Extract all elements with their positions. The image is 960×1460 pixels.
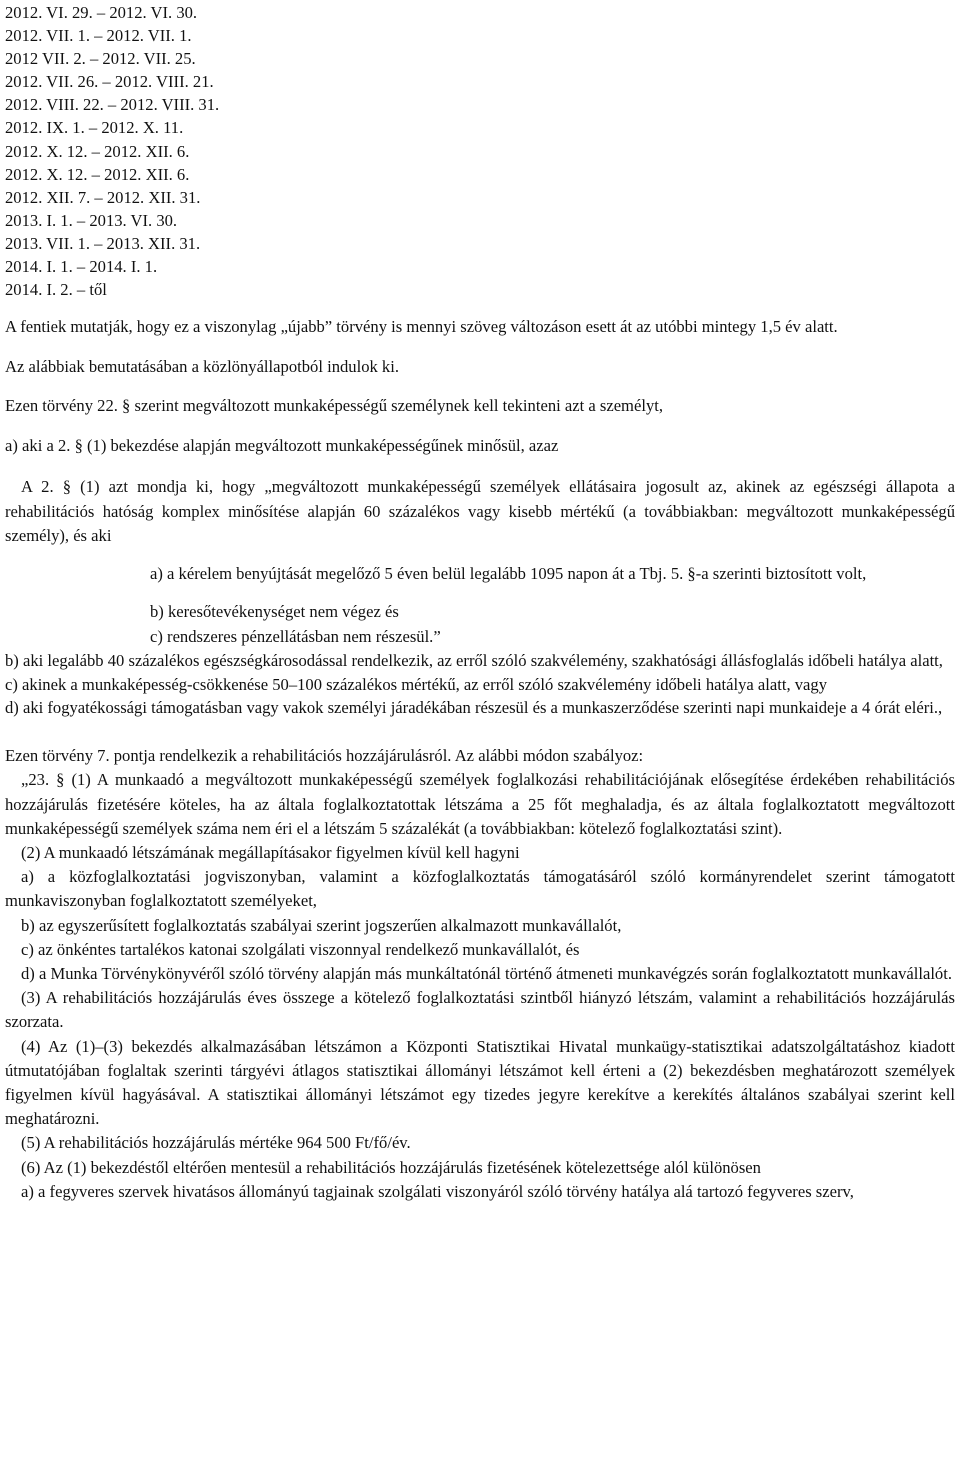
section-23-point: c) az önkéntes tartalékos katonai szolgálati viszonnyal rendelkező munkavállalót, és	[21, 939, 580, 959]
section-22-point-b: b) aki legalább 40 százalékos egészségkárosodással rendelkezik, az erről szóló szakvélemény, szakhatósági állásfoglalás időbeli hatálya alatt,	[5, 651, 943, 670]
date-range-item: 2013. I. 1. – 2013. VI. 30.	[5, 210, 178, 230]
section-22-points	[5, 649, 955, 720]
section-23-point: a) a közfoglalkoztatási jogviszonyban, valamint a közfoglalkoztatás támogatásáról szóló kormányrendelet szerint támogatott munkaviszonyban foglalkoztatott személyeket,	[5, 867, 955, 911]
intro-section	[5, 315, 955, 457]
date-range-item: 2013. VII. 1. – 2013. XII. 31.	[5, 233, 201, 253]
date-range-item: 2012. IX. 1. – 2012. X. 11.	[5, 118, 184, 138]
date-range-item: 2012. X. 12. – 2012. XII. 6.	[5, 141, 190, 161]
section-23-paragraph: (5) A rehabilitációs hozzájárulás mértéke 964 500 Ft/fő/év.	[21, 1133, 411, 1153]
date-range-item: 2014. I. 2. – től	[5, 280, 107, 300]
date-range-item: 2014. I. 1. – 2014. I. 1.	[5, 257, 158, 277]
date-range-item: 2012. X. 12. – 2012. XII. 6.	[5, 164, 190, 184]
section-23-paragraph: (2) A munkaadó létszámának megállapításakor figyelmen kívül kell hagyni	[21, 842, 520, 862]
intro-paragraph: Az alábbiak bemutatásában a közlönyállapotból indulok ki.	[5, 356, 399, 376]
intro-paragraph: a) aki a 2. § (1) bekezdése alapján megváltozott munkaképességűnek minősül, azaz	[5, 435, 559, 455]
section-23	[5, 744, 955, 1204]
date-range-list	[5, 0, 955, 301]
section-23-paragraph: (3) A rehabilitációs hozzájárulás éves összege a kötelező foglalkoztatási szintből hiányzó létszám, valamint a rehabilitációs hozzájárulás szorzata.	[5, 988, 955, 1032]
section-23-paragraph: (4) Az (1)–(3) bekezdés alkalmazásában létszámon a Központi Statisztikai Hivatal munkaügy-statisztikai adatszolgáltatáshoz kiadott útmutatójában foglaltak szerinti tárgyévi átlagos statisztikai állományi létszámot kell érteni a (2) bekezdésben meghatározott személyek figyelmen kívül hagyásával. A statisztikai állományi létszámot egy tizedes jegyre kerekítve a kerekítés általános szabályai szerint kell meghatározni.	[5, 1036, 955, 1129]
section-23-paragraph: „23. § (1) A munkaadó a megváltozott munkaképességű személyek foglalkozási rehabilitációjának elősegítése érdekében rehabilitációs hozzájárulás fizetésére köteles, ha az általa foglalkoztatottak létszáma a 25 főt meghaladja, és az általa foglalkoztatott megváltozott munkaképességű személyek száma nem éri el a létszám 5 százalékát (a továbbiakban: kötelező foglalkoztatási szint).	[5, 770, 955, 838]
section-23-heading: Ezen törvény 7. pontja rendelkezik a rehabilitációs hozzájárulásról. Az alábbi módon szabályoz:	[5, 746, 644, 766]
date-range-item: 2012. VIII. 22. – 2012. VIII. 31.	[5, 95, 220, 115]
section-23-point: b) az egyszerűsített foglalkoztatás szabályai szerint jogszerűen alkalmazott munkavállalót,	[21, 915, 622, 935]
section-23-point: a) a fegyveres szervek hivatásos állományú tagjainak szolgálati viszonyáról szóló törvény hatálya alá tartozó fegyveres szerv,	[21, 1181, 854, 1201]
document-page	[5, 0, 955, 1204]
section-23-point: d) a Munka Törvénykönyvéről szóló törvény alapján más munkáltatónál történő átmeneti munkavégzés során foglalkoztatott munkavállalót.	[21, 963, 952, 983]
date-range-item: 2012. VII. 1. – 2012. VII. 1.	[5, 26, 192, 46]
section-2-point-a: a) a kérelem benyújtását megelőző 5 éven belül legalább 1095 napon át a Tbj. 5. §-a szerinti biztosított volt,	[150, 564, 867, 584]
date-range-item: 2012 VII. 2. – 2012. VII. 25.	[5, 49, 196, 69]
section-2-point-b: b) keresőtevékenységet nem végez és	[150, 602, 399, 622]
section-2-paragraph: A 2. § (1) azt mondja ki, hogy „megváltozott munkaképességű személyek ellátásaira jogosult az, akinek az egészségi állapota a rehabilitációs hatóság komplex minősítése alapján 60 százalékos vagy kisebb mértékű (a továbbiakban: megváltozott munkaképességű személy), és aki	[5, 477, 955, 545]
date-range-item: 2012. XII. 7. – 2012. XII. 31.	[5, 187, 201, 207]
section-2-quote	[5, 475, 955, 649]
section-22-point-c: c) akinek a munkaképesség-csökkenése 50–100 százalékos mértékű, az erről szóló szakvélemény időbeli hatálya alatt, vagy	[5, 674, 827, 694]
intro-paragraph: Ezen törvény 22. § szerint megváltozott munkaképességű személynek kell tekinteni azt a személyt,	[5, 396, 663, 416]
date-range-item: 2012. VI. 29. – 2012. VI. 30.	[5, 3, 198, 22]
section-23-paragraph: (6) Az (1) bekezdéstől eltérően mentesül a rehabilitációs hozzájárulás fizetésének kötelezettsége alól különösen	[21, 1157, 761, 1177]
section-2-point-c: c) rendszeres pénzellátásban nem részesül.”	[150, 626, 441, 646]
section-22-point-d: d) aki fogyatékossági támogatásban vagy vakok személyi járadékában részesül és a munkaszerződése szerinti napi munkaideje a 4 órát eléri.,	[5, 698, 943, 718]
date-range-item: 2012. VII. 26. – 2012. VIII. 21.	[5, 72, 214, 92]
intro-paragraph: A fentiek mutatják, hogy ez a viszonylag „újabb” törvény is mennyi szöveg változáson esett át az utóbbi mintegy 1,5 év alatt.	[5, 317, 838, 337]
